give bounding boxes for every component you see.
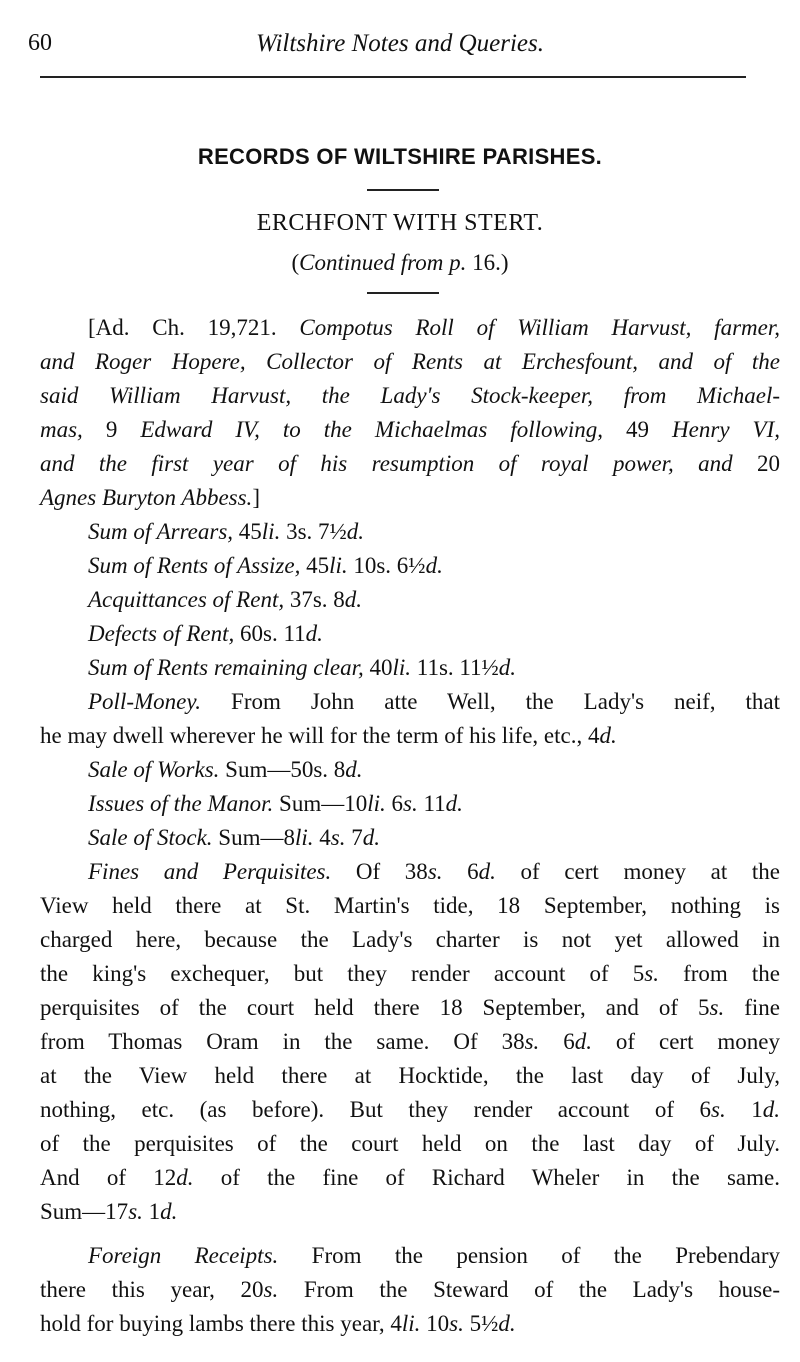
italic-text: li.	[329, 553, 348, 578]
text-segment: 45	[300, 553, 330, 578]
text-line	[40, 991, 780, 1025]
continued-note	[0, 250, 800, 276]
text-line	[40, 345, 780, 379]
text-segment: 6	[385, 791, 403, 816]
text-line	[40, 957, 780, 991]
text-segment: from Thomas Oram in the same. Of 38	[40, 1029, 525, 1054]
text-segment: of cert money at the	[495, 859, 781, 884]
text-segment: And of 12	[40, 1165, 177, 1190]
text-line	[40, 685, 780, 719]
text-segment: 60s. 11	[234, 621, 306, 646]
text-segment: charged here, because the Lady's charter is not yet allowed in	[40, 927, 780, 952]
continued-italic: Continued from p.	[299, 250, 467, 275]
text-segment: From John atte Well, the Lady's neif, that	[201, 689, 780, 714]
italic-text: d.	[445, 791, 463, 816]
text-segment: at the View held there at Hocktide, the last day of July,	[40, 1063, 780, 1088]
text-segment: there this year, 20	[40, 1277, 264, 1302]
text-line	[40, 923, 780, 957]
text-segment: 4	[313, 825, 331, 850]
italic-text: s.	[128, 1199, 143, 1224]
text-segment: 3s. 7½	[280, 519, 347, 544]
italic-text: Agnes Buryton Abbess.	[40, 485, 253, 510]
italic-text: d.	[599, 723, 617, 748]
text-segment: of cert money	[591, 1029, 780, 1054]
italic-text: and the first year of his resumption of royal power, and	[40, 451, 733, 476]
italic-text: li.	[367, 791, 386, 816]
italic-text: d.	[345, 757, 363, 782]
italic-text: s.	[711, 1097, 726, 1122]
italic-text: li.	[294, 825, 314, 850]
text-line	[40, 787, 780, 821]
italic-text: Foreign Receipts.	[88, 1243, 279, 1268]
text-segment: Sum—8	[212, 825, 295, 850]
italic-text: mas,	[40, 417, 83, 442]
italic-text: and Roger Hopere, Collector of Rents at Erchesfount, and of the	[40, 349, 780, 374]
text-line	[40, 1273, 780, 1307]
italic-text: s.	[330, 825, 346, 850]
text-line	[40, 1093, 780, 1127]
section-title: RECORDS OF WILTSHIRE PARISHES.	[197, 144, 603, 169]
italic-text: d.	[498, 1311, 516, 1336]
text-segment: 10s. 6½	[347, 553, 426, 578]
italic-text: li.	[392, 655, 412, 680]
text-segment: Of 38	[331, 859, 428, 884]
text-line	[40, 515, 780, 549]
continued-rest: 16.)	[466, 250, 509, 275]
italic-text: Fines and Perquisites.	[88, 859, 332, 884]
italic-text: d.	[498, 655, 517, 680]
text-segment: from the	[658, 961, 780, 986]
italic-text: Poll-Money.	[88, 689, 202, 714]
text-line	[40, 1025, 780, 1059]
italic-text: s.	[263, 1277, 279, 1302]
text-segment: 40	[363, 655, 393, 680]
text-segment: 10	[420, 1311, 450, 1336]
text-line	[40, 1239, 780, 1273]
text-segment: 9	[82, 417, 141, 442]
text-segment: the king's exchequer, but they render account of 5	[40, 961, 645, 986]
text-segment: [Ad. Ch. 19,721.	[88, 315, 300, 340]
text-segment: perquisites of the court held there 18 September, and of 5	[40, 995, 710, 1020]
text-segment: hold for buying lambs there this year, 4	[40, 1311, 402, 1336]
text-line	[40, 1059, 780, 1093]
text-line	[40, 1195, 780, 1229]
text-line	[40, 855, 780, 889]
italic-text: Edward IV, to the Michaelmas following,	[140, 417, 603, 442]
italic-text: Issues of the Manor.	[88, 791, 274, 816]
text-segment: From the Steward of the Lady's house-	[278, 1277, 780, 1302]
italic-text: li.	[261, 519, 281, 544]
italic-text: s.	[524, 1029, 540, 1054]
running-title: Wiltshire Notes and Queries.	[256, 30, 544, 57]
italic-text: s.	[403, 791, 418, 816]
italic-text: d.	[425, 553, 443, 578]
italic-text: Compotus Roll of William Harvust, farmer,	[299, 315, 780, 340]
text-segment: 1	[142, 1199, 161, 1224]
text-line	[40, 1307, 780, 1341]
text-segment: 7	[345, 825, 363, 850]
text-segment: fine	[724, 995, 780, 1020]
italic-text: d.	[176, 1165, 194, 1190]
italic-text: d.	[574, 1029, 592, 1054]
italic-text: Sum of Arrears,	[88, 519, 234, 544]
italic-text: said William Harvust, the Lady's Stock-keeper, from Michael-	[40, 383, 780, 408]
text-segment: 5½	[463, 1311, 499, 1336]
text-line	[40, 583, 780, 617]
text-segment: Sum—17	[40, 1199, 129, 1224]
text-segment: 49	[603, 417, 673, 442]
text-segment: 37s. 8	[284, 587, 345, 612]
text-line	[40, 1161, 780, 1195]
text-line	[40, 413, 780, 447]
subtitle-divider	[367, 292, 439, 294]
continued-open: (	[291, 250, 300, 275]
text-segment: 45	[233, 519, 262, 544]
italic-text: d.	[762, 1097, 780, 1122]
header-rule	[40, 76, 746, 78]
text-segment: ]	[252, 485, 260, 510]
text-line	[40, 889, 780, 923]
italic-text: s.	[449, 1311, 464, 1336]
italic-text: d.	[478, 859, 496, 884]
text-segment: 11	[417, 791, 446, 816]
italic-text: d.	[362, 825, 380, 850]
text-line	[40, 311, 780, 345]
text-segment: of the fine of Richard Wheler in the same.	[193, 1165, 780, 1190]
text-segment: Sum—10	[273, 791, 368, 816]
italic-text: Sale of Works.	[88, 757, 220, 782]
title-divider	[367, 189, 439, 191]
text-line	[40, 1127, 780, 1161]
text-segment: 6	[442, 859, 479, 884]
page-number: 60	[28, 30, 52, 56]
text-line	[40, 753, 780, 787]
text-segment: 11s. 11½	[411, 655, 499, 680]
italic-text: d.	[344, 587, 363, 612]
italic-text: Sum of Rents remaining clear,	[88, 655, 364, 680]
text-segment: he may dwell wherever he will for the term of his life, etc., 4	[40, 723, 600, 748]
text-line	[40, 481, 780, 515]
italic-text: Defects of Rent,	[88, 621, 235, 646]
italic-text: Sale of Stock.	[88, 825, 213, 850]
italic-text: d.	[346, 519, 365, 544]
text-line	[40, 617, 780, 651]
italic-text: Henry VI,	[672, 417, 781, 442]
text-segment: From the pension of the Prebendary	[278, 1243, 780, 1268]
italic-text: d.	[160, 1199, 178, 1224]
italic-text: s.	[427, 859, 443, 884]
text-line	[40, 821, 780, 855]
text-segment: 20	[732, 451, 780, 476]
text-line	[40, 447, 780, 481]
text-segment: Sum—50s. 8	[219, 757, 346, 782]
italic-text: s.	[709, 995, 725, 1020]
body-text	[40, 311, 780, 1341]
text-line	[40, 379, 780, 413]
text-line	[40, 549, 780, 583]
italic-text: Acquittances of Rent,	[88, 587, 285, 612]
text-line	[40, 651, 780, 685]
text-segment: View held there at St. Martin's tide, 18 September, nothing is	[40, 893, 780, 918]
italic-text: s.	[644, 961, 659, 986]
parish-subtitle: ERCHFONT WITH STERT.	[256, 210, 544, 236]
text-segment: 1	[725, 1097, 763, 1122]
italic-text: d.	[305, 621, 323, 646]
italic-text: li.	[401, 1311, 421, 1336]
text-line	[40, 719, 780, 753]
text-segment: of the perquisites of the court held on the last day of July.	[40, 1131, 780, 1156]
text-segment: nothing, etc. (as before). But they render account of 6	[40, 1097, 712, 1122]
italic-text: Sum of Rents of Assize,	[88, 553, 301, 578]
text-segment: 6	[539, 1029, 575, 1054]
